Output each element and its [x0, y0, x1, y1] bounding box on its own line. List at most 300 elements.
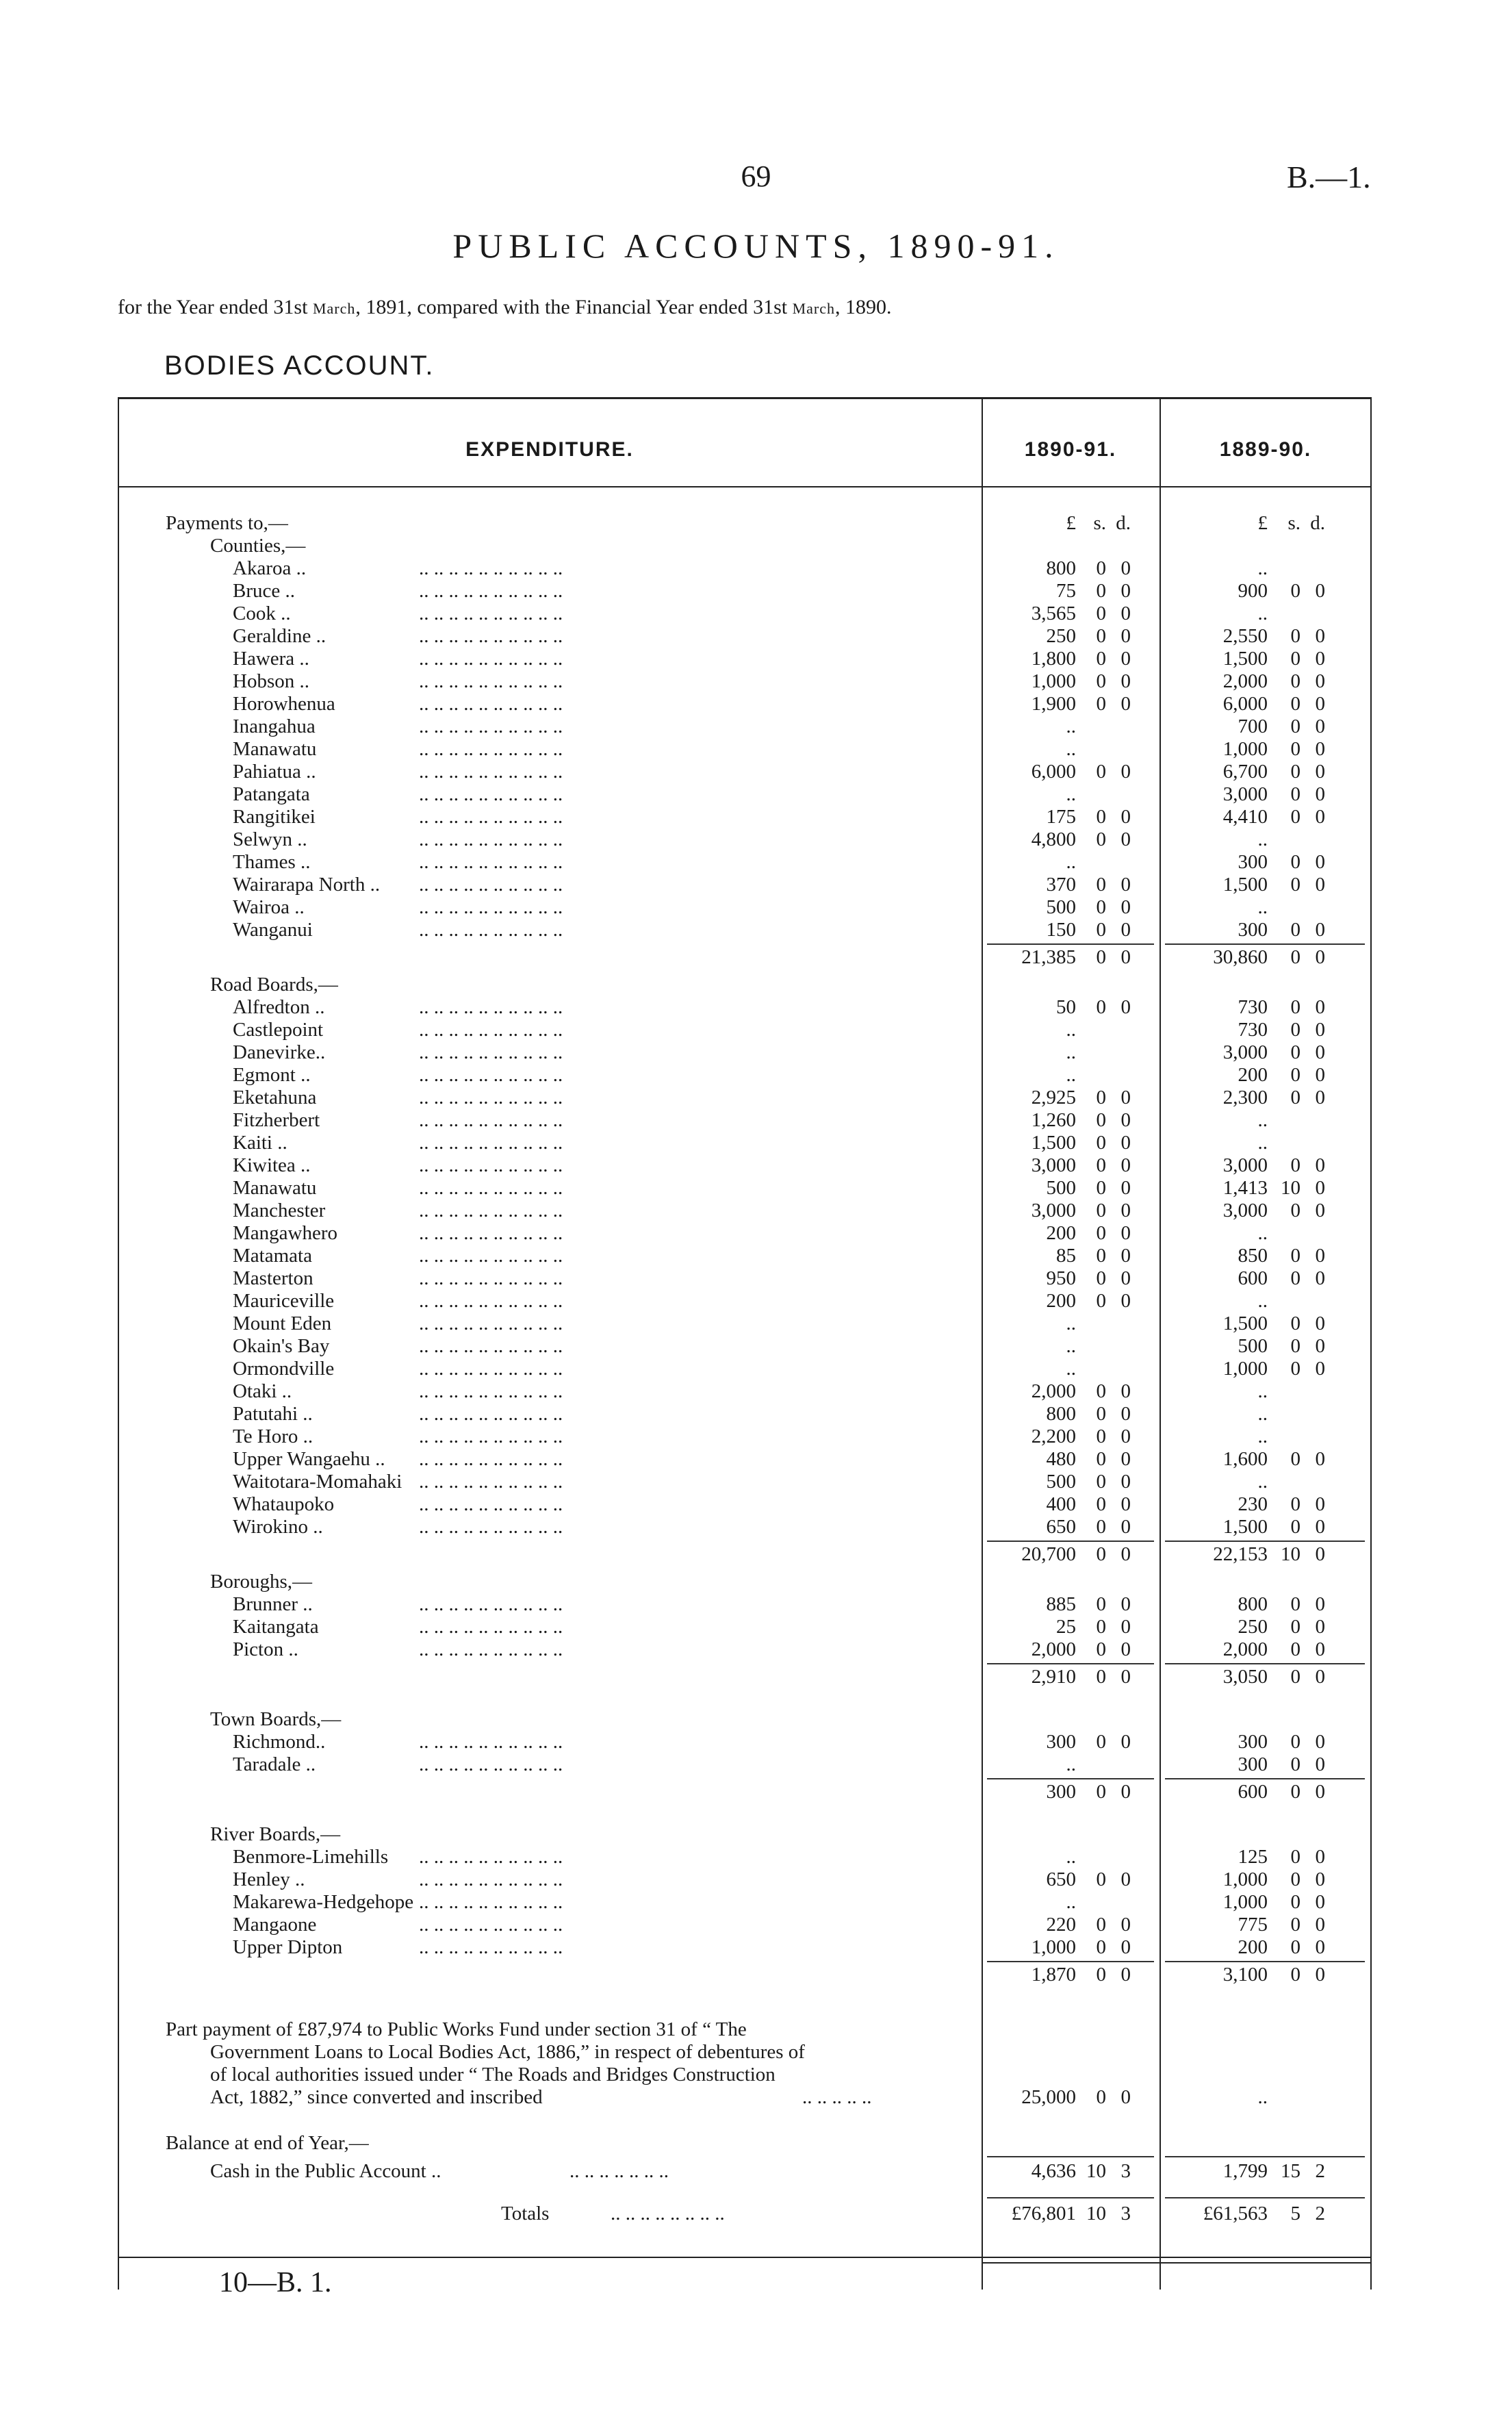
amount-1890-91-shillings: 0 — [1096, 1936, 1106, 1958]
subtotal-rule-1890-91 — [987, 943, 1154, 945]
table-row — [118, 1177, 1372, 1200]
amount-1890-91-shillings: 10 — [1086, 2203, 1106, 2224]
table-row — [118, 851, 1372, 874]
amount-1890-91-shillings: 0 — [1096, 1731, 1106, 1753]
subtotal-rule-1890-91 — [987, 2156, 1154, 2157]
row-name: Akaroa .. — [233, 557, 307, 579]
amount-1889-90-pounds: 730 — [1238, 996, 1268, 1018]
amount-1890-91-pence: 0 — [1120, 1781, 1131, 1803]
amount-1889-90-shillings: 0 — [1290, 1267, 1300, 1289]
amount-1889-90-pounds: 3,000 — [1222, 1200, 1268, 1221]
totals-row — [118, 2203, 1372, 2225]
subtotal-row-town-boards — [118, 1781, 1372, 1803]
amount-1889-90-shillings: 0 — [1290, 1019, 1300, 1041]
amount-1890-91-pounds: 2,910 — [1031, 1666, 1076, 1688]
section-heading-counties — [118, 535, 1372, 557]
table-row — [118, 693, 1372, 715]
amount-1890-91-pounds: 200 — [1046, 1222, 1076, 1244]
amount-1890-91-shillings: 0 — [1096, 1222, 1106, 1244]
amount-1890-91-pounds: .. — [1066, 1064, 1076, 1086]
amount-1889-90-pounds: 600 — [1238, 1267, 1268, 1289]
row-name: Benmore-Limehills — [233, 1846, 389, 1868]
dot-leader: .. .. .. .. .. .. .. .. .. .. — [419, 1267, 563, 1289]
amount-1890-91-shillings: 0 — [1096, 1471, 1106, 1493]
amount-1890-91-pounds: 2,000 — [1031, 1380, 1076, 1402]
amount-1889-90-pounds: 2,550 — [1222, 625, 1268, 647]
currency-shillings-1889-90: s. — [1287, 512, 1300, 534]
table-row — [118, 783, 1372, 806]
part-payment-text: Government Loans to Local Bodies Act, 1886,” in respect of debentures of — [210, 2041, 805, 2063]
subtotal-row-road-boards — [118, 1543, 1372, 1566]
currency-header-row — [118, 512, 1372, 535]
amount-1890-91-pence: 0 — [1120, 1471, 1131, 1493]
amount-1889-90-pence: 0 — [1315, 1313, 1325, 1334]
amount-1889-90-pounds: 3,100 — [1222, 1964, 1268, 1986]
row-name: Upper Dipton — [233, 1936, 343, 1958]
amount-1890-91-pounds: 3,565 — [1031, 603, 1076, 624]
currency-pound-1890-91: £ — [1066, 512, 1076, 534]
amount-1890-91-pounds: 6,000 — [1031, 761, 1076, 783]
amount-1890-91-shillings: 0 — [1096, 693, 1106, 715]
table-row — [118, 1313, 1372, 1335]
amount-1890-91-shillings: 0 — [1096, 874, 1106, 896]
amount-1889-90-pounds: .. — [1257, 1403, 1268, 1425]
balance-label: Cash in the Public Account .. — [210, 2160, 441, 2182]
amount-1889-90-shillings: 0 — [1290, 670, 1300, 692]
amount-1890-91-pence: 0 — [1120, 1964, 1131, 1986]
section-heading-label: Boroughs,— — [210, 1571, 313, 1593]
dot-leader: .. .. .. .. .. .. .. .. .. .. — [419, 851, 563, 873]
dot-leader: .. .. .. .. .. .. .. .. .. .. — [419, 1403, 563, 1425]
amount-1889-90-pence: 0 — [1315, 1638, 1325, 1660]
amount-1889-90-shillings: 0 — [1290, 1891, 1300, 1913]
balance-row — [118, 2160, 1372, 2183]
dot-leader: .. .. .. .. .. .. .. .. .. .. — [419, 1593, 563, 1615]
amount-1889-90-pounds: 700 — [1238, 715, 1268, 737]
table-row — [118, 1516, 1372, 1538]
subtotal-rule-1890-91 — [987, 1778, 1154, 1779]
amount-1889-90-pence: 0 — [1315, 1846, 1325, 1868]
amount-1890-91-pounds: 220 — [1046, 1914, 1076, 1936]
amount-1890-91-shillings: 0 — [1096, 1638, 1106, 1660]
row-name: Kiwitea .. — [233, 1154, 311, 1176]
amount-1890-91-pounds: 500 — [1046, 896, 1076, 918]
amount-1889-90-pence: 0 — [1315, 1731, 1325, 1753]
amount-1889-90-shillings: 0 — [1290, 1041, 1300, 1063]
table-row — [118, 1638, 1372, 1661]
amount-1889-90-pounds: 1,600 — [1222, 1448, 1268, 1470]
row-name: Mauriceville — [233, 1290, 335, 1312]
table-row — [118, 738, 1372, 761]
table-row — [118, 1132, 1372, 1154]
subtotal-rule-1890-91 — [987, 1663, 1154, 1664]
amount-1890-91-pence: 0 — [1120, 1448, 1131, 1470]
section-heading-boroughs — [118, 1571, 1372, 1593]
amount-1890-91-pounds: 1,260 — [1031, 1109, 1076, 1131]
amount-1890-91-pence: 0 — [1120, 670, 1131, 692]
amount-1890-91-pence: 0 — [1120, 1731, 1131, 1753]
table-row — [118, 1064, 1372, 1087]
amount-1889-90-pence: 0 — [1315, 1781, 1325, 1803]
dot-leader: .. .. .. .. .. .. .. .. .. .. — [419, 1846, 563, 1868]
subtitle-month-2: March — [792, 300, 835, 317]
amount-1890-91-pounds: 800 — [1046, 1403, 1076, 1425]
amount-1890-91-pounds: .. — [1066, 1358, 1076, 1380]
part-payment-line — [118, 2064, 1372, 2086]
row-name: Egmont .. — [233, 1064, 311, 1086]
dot-leader: .. .. .. .. .. .. .. .. .. .. — [419, 1616, 563, 1638]
dot-leader: .. .. .. .. .. .. .. .. .. .. — [419, 715, 563, 737]
page-title: PUBLIC ACCOUNTS, 1890-91. — [452, 227, 1060, 265]
dot-leader: .. .. .. .. .. .. .. .. .. .. — [419, 1154, 563, 1176]
dot-leader: .. .. .. .. .. .. .. .. .. .. — [419, 1245, 563, 1267]
amount-1890-91-shillings: 0 — [1096, 1616, 1106, 1638]
dot-leader: .. .. .. .. .. .. .. .. .. .. — [419, 1471, 563, 1493]
amount-1889-90-pence: 0 — [1315, 1868, 1325, 1890]
amount-1890-91-shillings: 0 — [1096, 1543, 1106, 1565]
amount-1890-91-shillings: 0 — [1096, 761, 1106, 783]
amount-1889-90-pence: 0 — [1315, 919, 1325, 941]
row-name: Wanganui — [233, 919, 313, 941]
amount-1890-91-pounds: .. — [1066, 1313, 1076, 1334]
page-number: 69 — [741, 160, 771, 193]
dot-leader: .. .. .. .. .. .. .. .. .. .. — [419, 1891, 563, 1913]
table-row — [118, 603, 1372, 625]
amount-1889-90-pence: 0 — [1315, 693, 1325, 715]
amount-1890-91-pence: 0 — [1120, 1936, 1131, 1958]
amount-1889-90-pounds: 1,500 — [1222, 648, 1268, 670]
table-row — [118, 1019, 1372, 1041]
amount-1890-91-pounds: 4,636 — [1031, 2160, 1076, 2182]
row-name: Pahiatua .. — [233, 761, 316, 783]
currency-pence-1890-91: d. — [1116, 512, 1131, 534]
table-row — [118, 557, 1372, 580]
row-name: Eketahuna — [233, 1087, 317, 1108]
amount-1890-91-pence: 0 — [1120, 761, 1131, 783]
amount-1889-90-pounds: 2,000 — [1222, 1638, 1268, 1660]
amount-1889-90-shillings: 0 — [1290, 1616, 1300, 1638]
amount-1890-91-pence: 3 — [1120, 2203, 1131, 2224]
amount-1889-90-shillings: 0 — [1290, 1087, 1300, 1108]
amount-1889-90-pounds: 1,500 — [1222, 1516, 1268, 1538]
amount-1889-90-pounds: .. — [1257, 557, 1268, 579]
amount-1889-90-pence: 0 — [1315, 1593, 1325, 1615]
amount-1889-90-shillings: 0 — [1290, 1936, 1300, 1958]
section-heading-label: Town Boards,— — [210, 1708, 342, 1730]
amount-1890-91-pounds: 200 — [1046, 1290, 1076, 1312]
row-name: Whataupoko — [233, 1493, 335, 1515]
amount-1889-90-pence: 0 — [1315, 1087, 1325, 1108]
amount-1890-91-pence: 0 — [1120, 874, 1131, 896]
amount-1890-91-pounds: 4,800 — [1031, 828, 1076, 850]
amount-1890-91-pounds: 480 — [1046, 1448, 1076, 1470]
amount-1889-90-pence: 0 — [1315, 1154, 1325, 1176]
table-row — [118, 648, 1372, 670]
row-name: Selwyn .. — [233, 828, 307, 850]
amount-1889-90-pounds: .. — [1257, 1380, 1268, 1402]
amount-1889-90-pounds: 3,000 — [1222, 1154, 1268, 1176]
dot-leader: .. .. .. .. .. .. .. .. .. .. — [419, 1041, 563, 1063]
amount-1889-90-pounds: .. — [1257, 1471, 1268, 1493]
totals-label: Totals — [501, 2203, 550, 2224]
part-payment-line — [118, 2018, 1372, 2041]
amount-1889-90-pence: 0 — [1315, 1041, 1325, 1063]
table-row — [118, 1891, 1372, 1914]
part-payment-text: of local authorities issued under “ The Roads and Bridges Construction — [210, 2064, 776, 2086]
balance-heading — [118, 2132, 1372, 2155]
amount-1889-90-pence: 0 — [1315, 670, 1325, 692]
amount-1890-91-pounds: 150 — [1046, 919, 1076, 941]
table-row — [118, 1914, 1372, 1936]
footer-reference: 10—B. 1. — [219, 2267, 332, 2298]
amount-1890-91-pence: 0 — [1120, 557, 1131, 579]
dot-leader: .. .. .. .. .. .. .. .. .. .. — [419, 1087, 563, 1108]
dot-leader: .. .. .. .. .. .. .. .. .. .. — [419, 1335, 563, 1357]
amount-1890-91-shillings: 0 — [1096, 1403, 1106, 1425]
amount-1890-91-pence: 0 — [1120, 1403, 1131, 1425]
amount-1890-91-pounds: 500 — [1046, 1471, 1076, 1493]
table-row — [118, 1041, 1372, 1064]
subtitle-month-1: March — [312, 300, 356, 317]
row-name: Manawatu — [233, 1177, 317, 1199]
amount-1889-90-pounds: 730 — [1238, 1019, 1268, 1041]
table-row — [118, 1267, 1372, 1290]
subtitle-mid: , 1891, compared with the Financial Year ended 31st — [355, 296, 793, 318]
amount-1889-90-pence: 0 — [1315, 1753, 1325, 1775]
row-name: Patangata — [233, 783, 310, 805]
amount-1889-90-pence: 0 — [1315, 1964, 1325, 1986]
amount-1890-91-pounds: .. — [1066, 1019, 1076, 1041]
subtotal-rule-1889-90 — [1165, 2156, 1365, 2157]
amount-1889-90-pounds: 2,000 — [1222, 670, 1268, 692]
amount-1889-90-pence: 0 — [1315, 806, 1325, 828]
amount-1890-91-pounds: 3,000 — [1031, 1200, 1076, 1221]
amount-1889-90-pence: 0 — [1315, 996, 1325, 1018]
amount-1889-90-pounds: 250 — [1238, 1616, 1268, 1638]
amount-1889-90-pence: 0 — [1315, 715, 1325, 737]
dot-leader: .. .. .. .. .. .. .. .. .. .. — [419, 1358, 563, 1380]
table-row — [118, 715, 1372, 738]
table-row — [118, 896, 1372, 919]
amount-1889-90-shillings: 0 — [1290, 946, 1300, 968]
dot-leader: .. .. .. .. .. .. .. .. .. .. — [419, 1313, 563, 1334]
amount-1890-91-shillings: 0 — [1096, 557, 1106, 579]
amount-1889-90-shillings: 0 — [1290, 1064, 1300, 1086]
amount-1889-90-shillings: 0 — [1290, 1358, 1300, 1380]
table-row — [118, 1616, 1372, 1638]
amount-1889-90-shillings: 0 — [1290, 1516, 1300, 1538]
row-name: Matamata — [233, 1245, 312, 1267]
amount-1890-91-pence: 0 — [1120, 648, 1131, 670]
row-name: Inangahua — [233, 715, 316, 737]
amount-1890-91-shillings: 0 — [1096, 1914, 1106, 1936]
row-name: Alfredton .. — [233, 996, 325, 1018]
amount-1889-90-pence: 2 — [1315, 2203, 1325, 2224]
amount-1890-91-pounds: .. — [1066, 738, 1076, 760]
amount-1889-90-shillings: 0 — [1290, 783, 1300, 805]
table-row — [118, 1154, 1372, 1177]
amount-1890-91-pounds: 1,000 — [1031, 670, 1076, 692]
table-bottom-rule — [118, 2257, 1372, 2258]
subtotal-rule-1890-91 — [987, 1961, 1154, 1962]
amount-1889-90-pounds: 22,153 — [1213, 1543, 1268, 1565]
amount-1889-90-pounds: £61,563 — [1203, 2203, 1268, 2224]
dot-leader: .. .. .. .. .. .. .. .. .. .. — [419, 1868, 563, 1890]
dot-leader: .. .. .. .. .. .. .. .. .. .. — [419, 557, 563, 579]
amount-1890-91-shillings: 0 — [1096, 1200, 1106, 1221]
amount-1889-90-pounds: .. — [1257, 1109, 1268, 1131]
amount-1889-90-shillings: 0 — [1290, 1638, 1300, 1660]
table-row — [118, 1358, 1372, 1380]
amount-1889-90-pounds: 4,410 — [1222, 806, 1268, 828]
amount-1890-91-shillings: 0 — [1096, 1425, 1106, 1447]
amount-1889-90-shillings: 5 — [1290, 2203, 1300, 2224]
amount-1890-91-pence: 0 — [1120, 1245, 1131, 1267]
table-row — [118, 806, 1372, 828]
amount-1890-91-pence: 0 — [1120, 1543, 1131, 1565]
row-name: Kaitangata — [233, 1616, 319, 1638]
amount-1889-90-pounds: 1,500 — [1222, 874, 1268, 896]
section-heading-river-boards — [118, 1823, 1372, 1846]
amount-1889-90-shillings: 10 — [1281, 1543, 1300, 1565]
amount-1889-90-pence: 0 — [1315, 874, 1325, 896]
balance-heading-label: Balance at end of Year,— — [166, 2132, 369, 2154]
table-row — [118, 1471, 1372, 1493]
row-name: Picton .. — [233, 1638, 298, 1660]
table-row — [118, 1380, 1372, 1403]
amount-1889-90-shillings: 0 — [1290, 919, 1300, 941]
amount-1889-90-pounds: .. — [1257, 1290, 1268, 1312]
row-name: Geraldine .. — [233, 625, 326, 647]
amount-1889-90-shillings: 0 — [1290, 648, 1300, 670]
amount-1890-91-pounds: .. — [1066, 1846, 1076, 1868]
amount-1890-91-pounds: 20,700 — [1021, 1543, 1076, 1565]
table-row — [118, 1753, 1372, 1776]
subtitle-post: , 1890. — [835, 296, 892, 318]
amount-1890-91-shillings: 0 — [1096, 2086, 1106, 2108]
amount-1890-91-shillings: 0 — [1096, 1177, 1106, 1199]
amount-1890-91-pence: 0 — [1120, 625, 1131, 647]
subtotal-rule-1889-90 — [1165, 943, 1365, 945]
amount-1889-90-pounds: 900 — [1238, 580, 1268, 602]
dot-leader: .. .. .. .. .. .. .. .. .. .. — [419, 648, 563, 670]
dot-leader: .. .. .. .. .. .. .. .. .. .. — [419, 1290, 563, 1312]
amount-1890-91-shillings: 0 — [1096, 1448, 1106, 1470]
amount-1890-91-pence: 0 — [1120, 996, 1131, 1018]
amount-1890-91-pence: 0 — [1120, 1200, 1131, 1221]
amount-1890-91-pence: 0 — [1120, 1109, 1131, 1131]
section-heading-road-boards — [118, 974, 1372, 996]
amount-1889-90-shillings: 0 — [1290, 1846, 1300, 1868]
amount-1890-91-pounds: .. — [1066, 715, 1076, 737]
dot-leader: .. .. .. .. .. .. .. .. .. .. — [419, 1222, 563, 1244]
amount-1889-90-pounds: 500 — [1238, 1335, 1268, 1357]
part-payment-text: Act, 1882,” since converted and inscribed — [210, 2086, 543, 2108]
amount-1889-90-pounds: 600 — [1238, 1781, 1268, 1803]
amount-1889-90-pounds: 230 — [1238, 1493, 1268, 1515]
dot-leader: .. .. .. .. .. .. .. .. .. .. — [419, 1638, 563, 1660]
amount-1890-91-shillings: 0 — [1096, 1087, 1106, 1108]
table-row — [118, 1335, 1372, 1358]
amount-1889-90-shillings: 0 — [1290, 580, 1300, 602]
row-name: Taradale .. — [233, 1753, 316, 1775]
table-row — [118, 1936, 1372, 1959]
amount-1890-91-shillings: 0 — [1096, 1666, 1106, 1688]
amount-1889-90-pence: 0 — [1315, 1543, 1325, 1565]
amount-1890-91-shillings: 0 — [1096, 1132, 1106, 1154]
row-name: Manawatu — [233, 738, 317, 760]
table-row — [118, 1425, 1372, 1448]
amount-1889-90-pence: 0 — [1315, 580, 1325, 602]
amount-1890-91-pence: 0 — [1120, 828, 1131, 850]
row-name: Mount Eden — [233, 1313, 332, 1334]
header-bottom-rule — [118, 486, 1372, 487]
section-heading-label: Counties,— — [210, 535, 306, 557]
amount-1890-91-pounds: 175 — [1046, 806, 1076, 828]
table-row — [118, 580, 1372, 603]
subtotal-row-counties — [118, 946, 1372, 969]
amount-1889-90-shillings: 0 — [1290, 625, 1300, 647]
amount-1889-90-pounds: .. — [1257, 2086, 1268, 2108]
amount-1890-91-shillings: 0 — [1096, 828, 1106, 850]
amount-1890-91-pence: 0 — [1120, 919, 1131, 941]
amount-1889-90-pounds: 2,300 — [1222, 1087, 1268, 1108]
amount-1890-91-shillings: 0 — [1096, 648, 1106, 670]
amount-1890-91-pounds: 885 — [1046, 1593, 1076, 1615]
amount-1890-91-pence: 0 — [1120, 1177, 1131, 1199]
dot-leader: .. .. .. .. .. .. .. .. .. .. — [419, 1448, 563, 1470]
row-name: Patutahi .. — [233, 1403, 313, 1425]
amount-1890-91-pounds: 2,200 — [1031, 1425, 1076, 1447]
subtotal-rule-1889-90 — [1165, 1961, 1365, 1962]
amount-1889-90-shillings: 0 — [1290, 1753, 1300, 1775]
amount-1889-90-shillings: 0 — [1290, 1448, 1300, 1470]
amount-1890-91-shillings: 0 — [1096, 580, 1106, 602]
amount-1889-90-pence: 0 — [1315, 1064, 1325, 1086]
row-name: Waitotara-Momahaki — [233, 1471, 402, 1493]
amount-1889-90-shillings: 0 — [1290, 874, 1300, 896]
dot-leader: .. .. .. .. .. .. .. — [569, 2160, 669, 2182]
table-row — [118, 919, 1372, 941]
amount-1890-91-pounds: .. — [1066, 851, 1076, 873]
amount-1890-91-pence: 0 — [1120, 1616, 1131, 1638]
row-name: Makarewa-Hedgehope — [233, 1891, 414, 1913]
table-bottom-rule-double — [982, 2262, 1372, 2264]
amount-1890-91-pence: 0 — [1120, 1868, 1131, 1890]
amount-1890-91-pounds: 500 — [1046, 1177, 1076, 1199]
amount-1889-90-pounds: 3,000 — [1222, 783, 1268, 805]
amount-1890-91-pounds: 1,000 — [1031, 1936, 1076, 1958]
subtitle-pre: for the Year ended 31st — [118, 296, 313, 318]
row-name: Mangaone — [233, 1914, 317, 1936]
amount-1890-91-shillings: 0 — [1096, 1781, 1106, 1803]
part-payment-text: Part payment of £87,974 to Public Works Fund under section 31 of “ The — [166, 2018, 747, 2040]
amount-1889-90-pounds: .. — [1257, 1132, 1268, 1154]
amount-1890-91-shillings: 0 — [1096, 625, 1106, 647]
amount-1890-91-pence: 0 — [1120, 2086, 1131, 2108]
amount-1890-91-shillings: 0 — [1096, 670, 1106, 692]
dot-leader: .. .. .. .. .. .. .. .. .. .. — [419, 874, 563, 896]
amount-1889-90-pounds: 1,000 — [1222, 1868, 1268, 1890]
expenditure-table — [118, 397, 1372, 2290]
table-row — [118, 1731, 1372, 1753]
amount-1889-90-pence: 0 — [1315, 1616, 1325, 1638]
row-name: Mangawhero — [233, 1222, 338, 1244]
table-row — [118, 1593, 1372, 1616]
amount-1889-90-shillings: 0 — [1290, 738, 1300, 760]
amount-1889-90-pounds: 1,000 — [1222, 738, 1268, 760]
amount-1890-91-pounds: 2,925 — [1031, 1087, 1076, 1108]
